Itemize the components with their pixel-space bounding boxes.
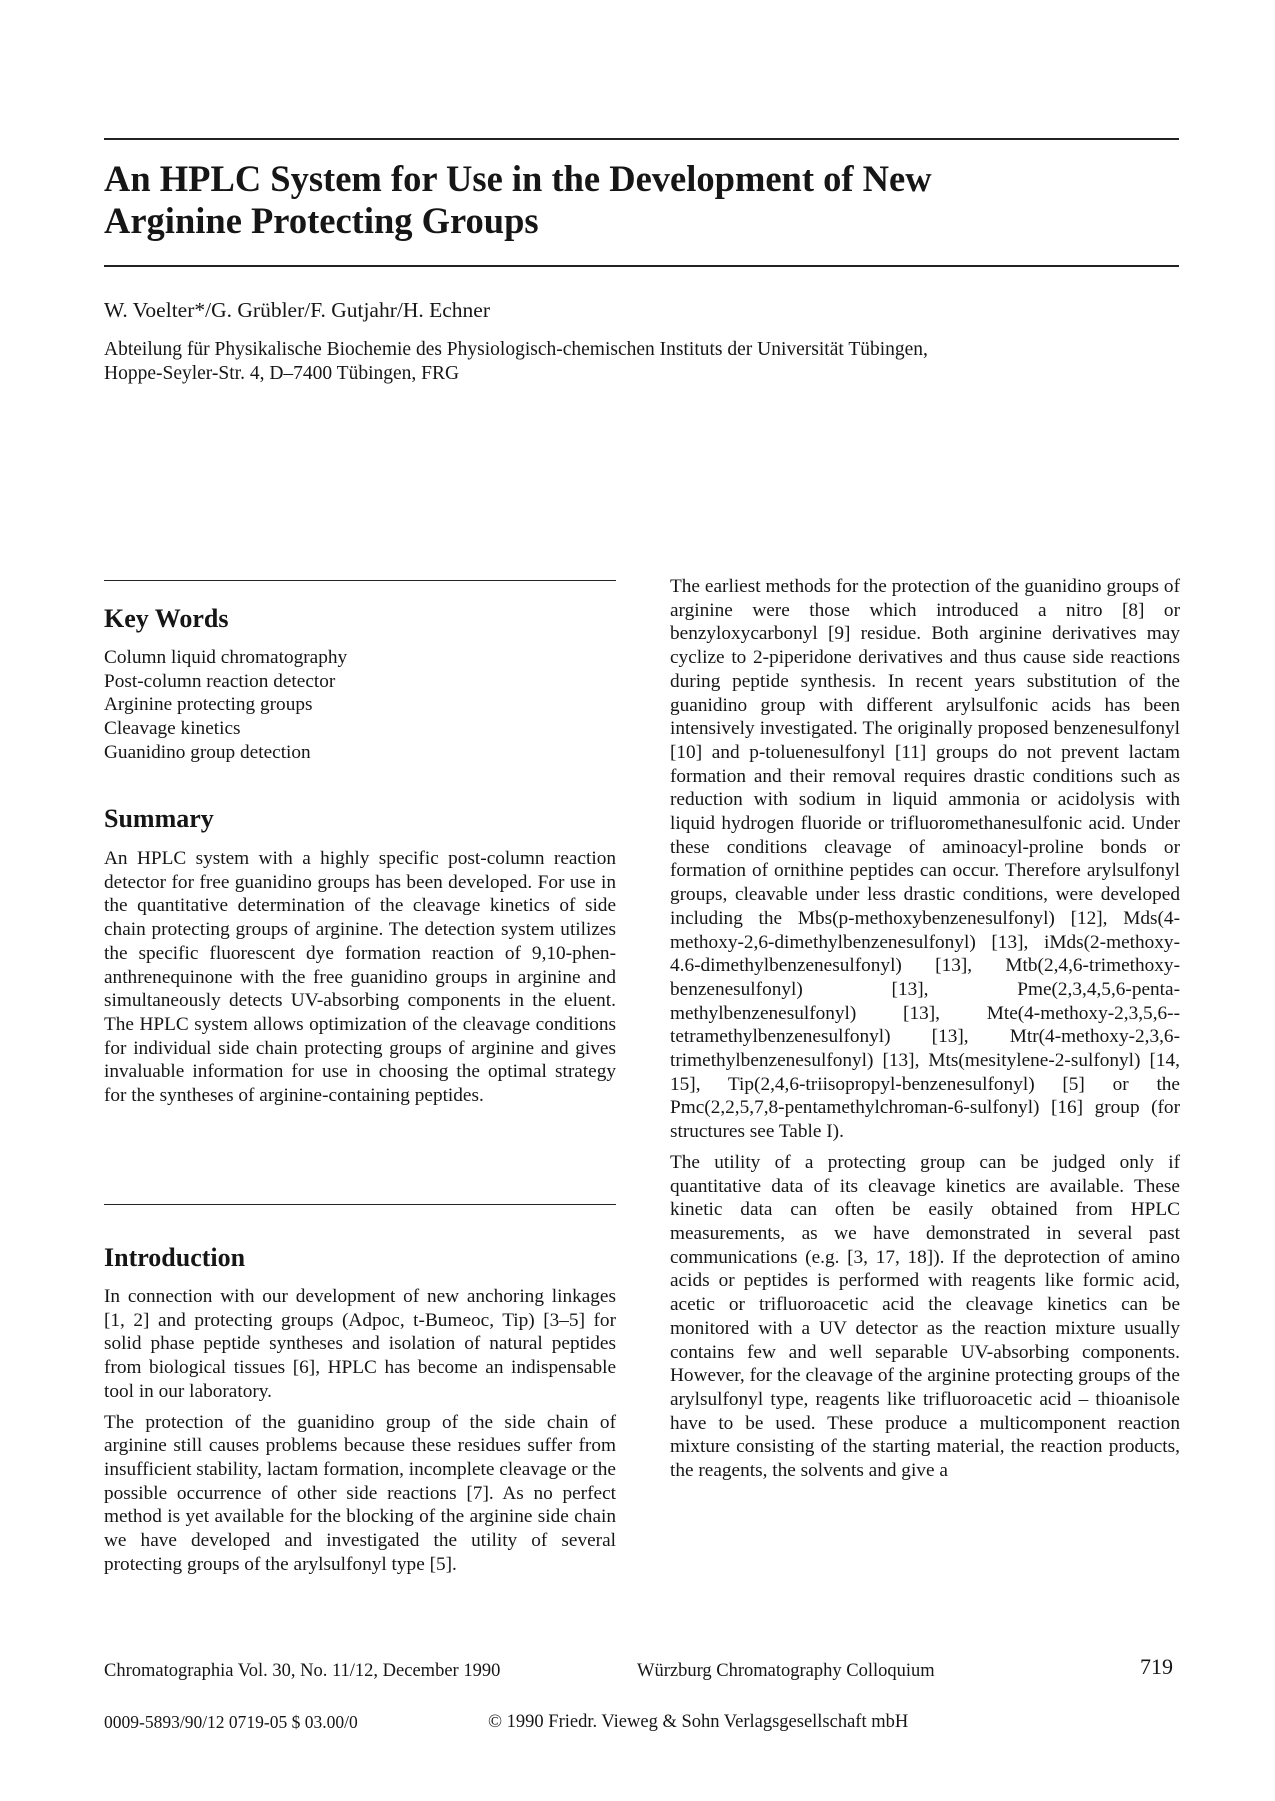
- key-word-item: Post-column reaction detector: [104, 670, 336, 692]
- affiliation: [104, 338, 1184, 386]
- key-word-item: Guanidino group detection: [104, 741, 311, 763]
- title-line-1: An HPLC System for Use in the Development of New: [104, 158, 932, 199]
- footer-code: 0009-5893/90/12 0719-05 $ 03.00/0: [104, 1712, 358, 1732]
- top-rule: [104, 138, 1179, 140]
- summary-section: [104, 804, 616, 1108]
- introduction-paragraph-2: The protection of the guanidino group of the side chain of arginine still causes problems because these residues suffer from insufficient stability, lactam formation, incomplete cleavage or the possible occurrence of other side reactions [7]. As no perfect method is yet available for the blocking of the arginine side chain we have developed and investigated the utility of several protecting groups of the arylsulfonyl type [5].: [104, 1411, 616, 1575]
- footer-colloquium: Würzburg Chromatography Colloquium: [637, 1661, 935, 1681]
- footer-copyright: © 1990 Friedr. Vieweg & Sohn Verlagsgesellschaft mbH: [488, 1712, 909, 1732]
- key-words-list: [104, 646, 616, 765]
- key-words-top-rule: [104, 580, 616, 581]
- body-paragraph-2: The utility of a protecting group can be judged only if quantitative data of its cleavage kinetics are available. These kinetic data can often be easily obtained from HPLC measurements, as we have demonstrated in several past communications (e.g. [3, 17, 18]). If the deprotection of amino acids or peptides is performed with reagents like formic acid, acetic or trifluoroacetic acid the cleavage kinetics can be monitored with a UV detector as the reaction mixture usually contains few and well separable UV-absorbing components. However, for the cleavage of the arginine protecting groups of the arylsulfonyl type, reagents like trifluoroacetic acid – thioanisole have to be used. These produce a multicomponent reaction mixture consisting of the starting material, the reaction products, the reagents, the solvents and give a: [670, 1151, 1180, 1482]
- introduction-paragraph-1: In connection with our development of new anchoring linkages [1, 2] and protecting groups (Adpoc, t-Bumeoc, Tip) [3–5] for solid phase peptide syntheses and isolation of natural peptides from biological tissues [6], HPLC has become an indispensable tool in our laboratory.: [104, 1286, 616, 1402]
- title-line-2: Arginine Protecting Groups: [104, 200, 539, 241]
- title-bottom-rule: [104, 265, 1179, 267]
- affiliation-line-1: Abteilung für Physikalische Biochemie des Physiologisch-chemischen Instituts der Universität Tübingen,: [104, 339, 928, 360]
- summary-bottom-rule: [104, 1204, 616, 1205]
- introduction-heading: Introduction: [104, 1243, 246, 1272]
- authors: W. Voelter*/G. Grübler/F. Gutjahr/H. Echner: [104, 298, 491, 322]
- key-words-heading: Key Words: [104, 604, 229, 633]
- introduction-section: [104, 1243, 616, 1576]
- affiliation-line-2: Hoppe-Seyler-Str. 4, D–7400 Tübingen, FRG: [104, 363, 460, 384]
- footer-journal: Chromatographia Vol. 30, No. 11/12, December 1990: [104, 1661, 501, 1681]
- page-number: 719: [1140, 1654, 1173, 1679]
- summary-text: An HPLC system with a highly specific post-column reaction detector for free guanidino groups has been developed. For use in the quantitative determination of the cleavage kinetics of side chain protecting groups of arginine. The detection system utilizes the specific fluorescent dye formation reaction of 9,10-phenanthrenequinone with the free guanidino groups in arginine and simultaneously detects UV-absorbing components in the eluent. The HPLC system allows optimization of the cleavage conditions for individual side chain protecting groups of arginine and gives invaluable information for use in choosing the optimal strategy for the syntheses of arginine-containing peptides.: [104, 848, 616, 1107]
- summary-heading: Summary: [104, 804, 214, 833]
- article-title: [104, 158, 1184, 242]
- body-paragraph-1: The earliest methods for the protection of the guanidino groups of arginine were those which introduced a nitro [8] or benzyloxycarbonyl [9] residue. Both arginine derivatives may cyclize to 2-piperidone derivatives and thus cause side reactions during peptide synthesis. In recent years substitution of the guanidino group with different arylsulfonic acids has been intensively investigated. The originally proposed benzenesulfonyl [10] and p-toluenesulfonyl [11] groups do not prevent lactam formation and their removal requires drastic conditions such as reduction with sodium in liquid ammonia or acidolysis with liquid hydrogen fluoride or trifluoromethanesulfonic acid. Under these conditions cleavage of aminoacyl-proline bonds or formation of ornithine peptides can occur. Therefore arylsulfonyl groups, cleavable under less drastic conditions, were developed including the Mbs(p-methoxybenzenesulfonyl) [12], Mds(4-methoxy-2,6-dimethylbenzenesulfonyl) [13], iMds(2-methoxy-4.6-dimethylbenzenesulfonyl) [13], Mtb(2,4,6-trimethoxy-benzenesulfonyl) [13], Pme(2,3,4,5,6-pentamethylbenzenesulfonyl) [13], Mte(4-methoxy-2,3,5,6-tetramethylbenzenesulfonyl) [13], Mtr(4-methoxy-2,3,6-trimethylbenzenesulfonyl) [13], Mts(mesitylene-2-sulfonyl) [14, 15], Tip(2,4,6-triisopropyl-benzenesulfonyl) [5] or the Pmc(2,2,5,7,8-pentamethylchroman-6-sulfonyl) [16] group (for structures see Table I).: [670, 576, 1180, 1143]
- key-word-item: Column liquid chromatography: [104, 647, 348, 668]
- key-words-section: [104, 604, 616, 765]
- right-column: [670, 575, 1180, 1483]
- key-word-item: Arginine protecting groups: [104, 694, 313, 716]
- key-word-item: Cleavage kinetics: [104, 718, 241, 740]
